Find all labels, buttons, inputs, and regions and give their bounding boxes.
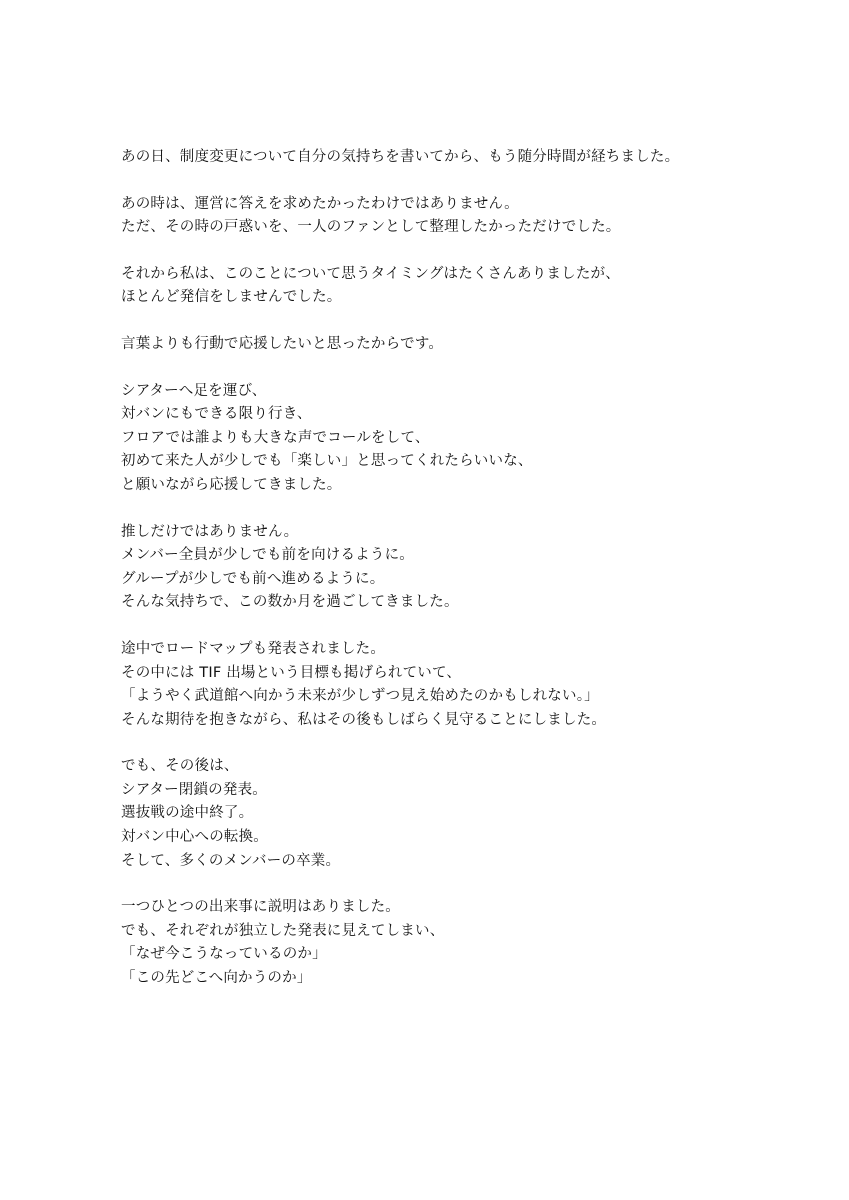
text-line: ほとんど発信をしませんでした。 [121, 289, 342, 306]
paragraph [121, 333, 821, 357]
text-line: 言葉よりも行動で応援したいと思ったからです。 [121, 335, 444, 352]
text-line: あの時は、運営に答えを求めたかったわけではありません。 [121, 195, 519, 212]
text-line: でも、その後は、 [121, 758, 239, 775]
text-line: メンバー全員が少しでも前を向けるように。 [121, 547, 414, 564]
paragraph [121, 521, 821, 615]
text-line: そんな期待を抱きながら、私はその後もしばらく見守ることにしました。 [121, 711, 607, 728]
text-line: 途中でロードマップも発表されました。 [121, 640, 386, 657]
text-line: 対バンにもできる限り行き、 [121, 406, 312, 423]
text-line: あの日、制度変更について自分の気持ちを書いてから、もう随分時間が経ちました。 [121, 149, 680, 165]
text-line: 一つひとつの出来事に説明はありました。 [121, 899, 401, 916]
text-line: 「この先どこへ向かうのか」 [121, 970, 312, 987]
text-line: ただ、その時の戸惑いを、一人のファンとして整理したかっただけでした。 [121, 219, 621, 236]
document-body [121, 146, 821, 1014]
paragraph [121, 193, 821, 240]
text-line: 推しだけではありません。 [121, 523, 299, 540]
text-line: 「なぜ今こうなっているのか」 [121, 946, 327, 963]
text-line: それから私は、このことについて思うタイミングはたくさんありましたが、 [121, 265, 620, 282]
text-line: 初めて来た人が少しでも「楽しい」と思ってくれたらいいな、 [121, 453, 533, 470]
text-line: そして、多くのメンバーの卒業。 [121, 852, 341, 869]
paragraph [121, 146, 821, 170]
text-line: その中には TIF 出場という目標も掲げられていて、 [121, 664, 462, 681]
paragraph [121, 380, 821, 498]
text-line: シアターへ足を運び、 [121, 382, 267, 399]
text-line: 対バン中心への転換。 [121, 829, 268, 846]
text-line: グループが少しでも前へ進めるように。 [121, 570, 385, 587]
text-line: でも、それぞれが独立した発表に見えてしまい、 [121, 922, 445, 939]
text-line: と願いながら応援してきました。 [121, 476, 342, 493]
paragraph [121, 263, 821, 310]
paragraph [121, 638, 821, 732]
text-line: そんな気持ちで、この数か月を過ごしてきました。 [121, 594, 459, 611]
text-line: フロアでは誰よりも大きな声でコールをして、 [121, 429, 430, 446]
paragraph [121, 896, 821, 990]
text-line: 「ようやく武道館へ向かう未来が少しずつ見え始めたのかもしれない。」 [121, 688, 599, 705]
paragraph [121, 755, 821, 873]
text-line: シアター閉鎖の発表。 [121, 781, 267, 798]
text-line: 選抜戦の途中終了。 [121, 805, 254, 822]
